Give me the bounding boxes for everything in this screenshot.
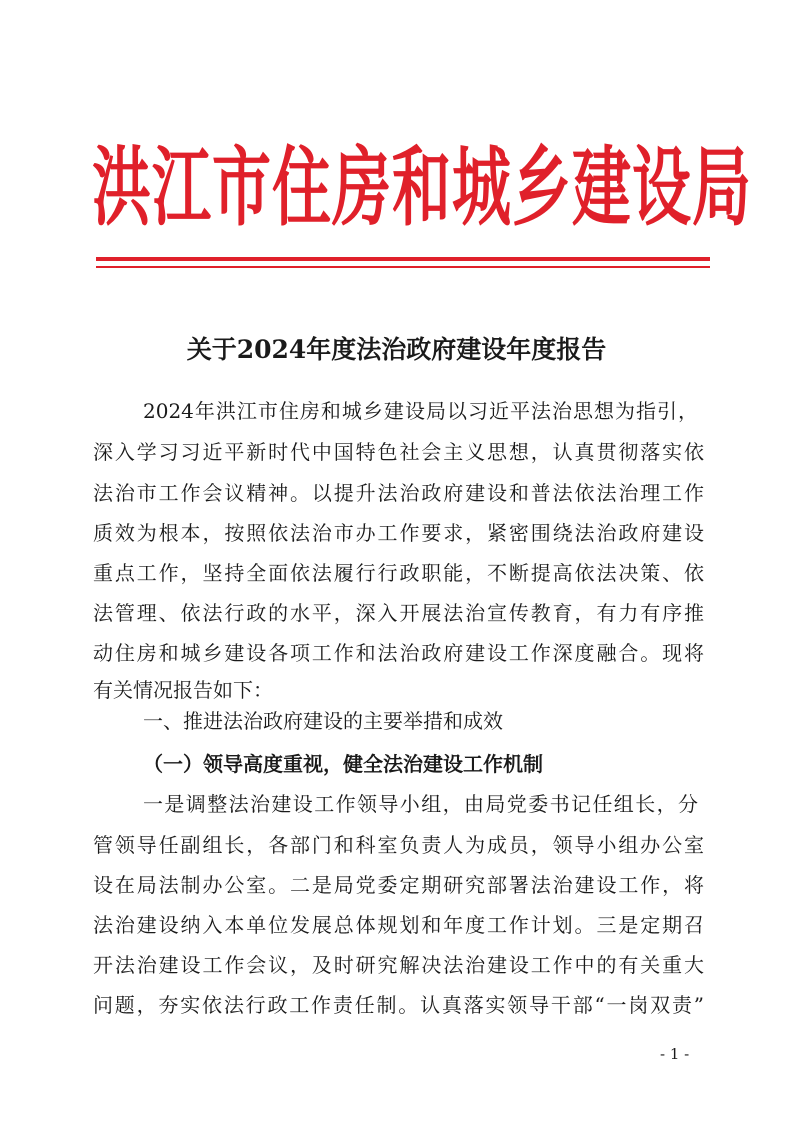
body-line: 开法治建设工作会议，及时研究解决法治建设工作中的有关重大 bbox=[93, 953, 704, 977]
body-line: 重点工作，坚持全面依法履行行政职能，不断提高依法决策、依 bbox=[93, 561, 704, 585]
body-line: 设在局法制办公室。二是局党委定期研究部署法治建设工作，将 bbox=[93, 873, 704, 897]
subsection-heading: （一）领导高度重视，健全法治建设工作机制 bbox=[143, 752, 543, 776]
body-line: 动住房和城乡建设各项工作和法治政府建设工作深度融合。现将 bbox=[93, 641, 704, 665]
report-title: 关于2024年度法治政府建设年度报告 bbox=[186, 335, 607, 364]
body-line: 2024年洪江市住房和城乡建设局以习近平法治思想为指引， bbox=[143, 399, 698, 423]
body-line: 法管理、依法行政的水平，深入开展法治宣传教育，有力有序推 bbox=[93, 601, 704, 625]
header-red-rule-thick bbox=[96, 257, 710, 261]
body-line: 问题，夯实依法行政工作责任制。认真落实领导干部“一岗双责” bbox=[93, 993, 704, 1017]
body-line: 深入学习习近平新时代中国特色社会主义思想，认真贯彻落实依 bbox=[93, 440, 704, 464]
agency-header-title: 洪江市住房和城乡建设局 bbox=[92, 137, 753, 238]
section-heading: 一、推进法治政府建设的主要举措和成效 bbox=[143, 709, 503, 733]
body-line: 管领导任副组长，各部门和科室负责人为成员，领导小组办公室 bbox=[93, 833, 704, 857]
header-red-rule-thin bbox=[96, 266, 710, 268]
body-line: 质效为根本，按照依法治市办工作要求，紧密围绕法治政府建设 bbox=[93, 521, 704, 545]
body-line: 一是调整法治建设工作领导小组，由局党委书记任组长，分 bbox=[143, 792, 698, 816]
page-number: - 1 - bbox=[660, 1045, 690, 1063]
body-line: 法治市工作会议精神。以提升法治政府建设和普法依法治理工作 bbox=[93, 481, 704, 505]
body-line: 有关情况报告如下： bbox=[93, 678, 273, 702]
body-line: 法治建设纳入本单位发展总体规划和年度工作计划。三是定期召 bbox=[93, 913, 704, 937]
